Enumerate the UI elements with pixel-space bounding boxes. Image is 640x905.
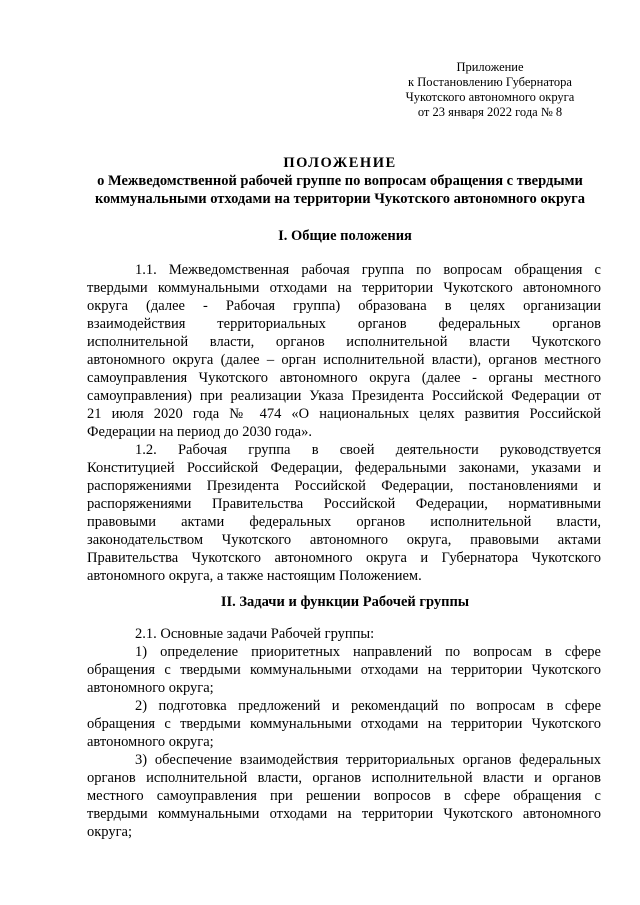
text-line: твердыми коммунальными отходами на территории Чукотского автономного [87, 806, 601, 822]
text-line: обращения с твердыми коммунальными отходами на территории Чукотского [87, 662, 601, 678]
text-line: автономного округа, а также настоящим Положением. [87, 568, 422, 584]
text-line: взаимодействия территориальных органов федеральных органов [87, 316, 601, 332]
text-line: автономного округа; [87, 734, 214, 750]
text-line: законодательством Чукотского автономного округа, правовыми актами [87, 532, 601, 548]
text-line: исполнительной власти, органов исполнительной власти Чукотского [87, 334, 601, 350]
list-item-2 [87, 697, 601, 751]
text-line: твердыми коммунальными отходами на территории Чукотского автономного [87, 280, 601, 296]
document-subtitle: коммунальными отходами на территории Чукотского автономного округа [95, 191, 585, 207]
text-line: автономного округа; [87, 680, 214, 696]
annex-block [380, 60, 600, 120]
paragraph-2-1 [87, 625, 601, 643]
annex-line: к Постановлению Губернатора [408, 75, 572, 89]
text-line: 1.2. Рабочая группа в своей деятельности руководствуется [135, 442, 601, 458]
document-title-block [60, 154, 620, 208]
text-line: округа; [87, 824, 133, 840]
text-line: 21 июля 2020 года № 474 «О национальных целях развития Российской [87, 406, 601, 422]
paragraph-1-2 [87, 441, 601, 585]
list-item-1 [87, 643, 601, 697]
document-title: ПОЛОЖЕНИЕ [283, 155, 397, 171]
text-line: 1.1. Межведомственная рабочая группа по вопросам обращения с [135, 262, 601, 278]
section-heading-tasks: II. Задачи и функции Рабочей группы [220, 594, 470, 610]
text-line: самоуправления) при реализации Указа Президента Российской Федерации от [87, 388, 601, 404]
text-line: распоряжениями Президента Российской Федерации, постановлениями и [87, 478, 601, 494]
document-subtitle: о Межведомственной рабочей группе по вопросам обращения с твердыми [97, 173, 583, 189]
list-item-3 [87, 751, 601, 841]
text-line: органов исполнительной власти, органов исполнительной власти и органов [87, 770, 601, 786]
text-line: самоуправления Чукотского автономного округа (далее - органы местного [87, 370, 601, 386]
annex-line: от 23 января 2022 года № 8 [417, 105, 563, 119]
annex-line: Приложение [456, 60, 524, 74]
text-line: 3) обеспечение взаимодействия территориальных органов федеральных [135, 752, 601, 768]
text-line: Федерации на период до 2030 года». [87, 424, 312, 440]
text-line: Правительства Чукотского автономного округа и Губернатора Чукотского [87, 550, 601, 566]
annex-line: Чукотского автономного округа [405, 90, 575, 104]
text-line: 2.1. Основные задачи Рабочей группы: [135, 626, 375, 642]
text-line: округа (далее - Рабочая группа) образована в целях организации [87, 298, 601, 314]
text-line: Конституцией Российской Федерации, федеральными законами, указами и [87, 460, 601, 476]
text-line: обращения с твердыми коммунальными отходами на территории Чукотского [87, 716, 601, 732]
text-line: распоряжениями Правительства Российской Федерации, нормативными [87, 496, 601, 512]
text-line: 1) определение приоритетных направлений по вопросам в сфере [135, 644, 601, 660]
text-line: 2) подготовка предложений и рекомендаций по вопросам в сфере [135, 698, 601, 714]
text-line: правовыми актами федеральных органов исполнительной власти, [87, 514, 601, 530]
paragraph-1-1 [87, 261, 601, 441]
text-line: автономного округа (далее – орган исполнительной власти), органов местного [87, 352, 601, 368]
section-heading-general: I. Общие положения [278, 228, 412, 244]
text-line: местного самоуправления при решении вопросов в сфере обращения с [87, 788, 601, 804]
